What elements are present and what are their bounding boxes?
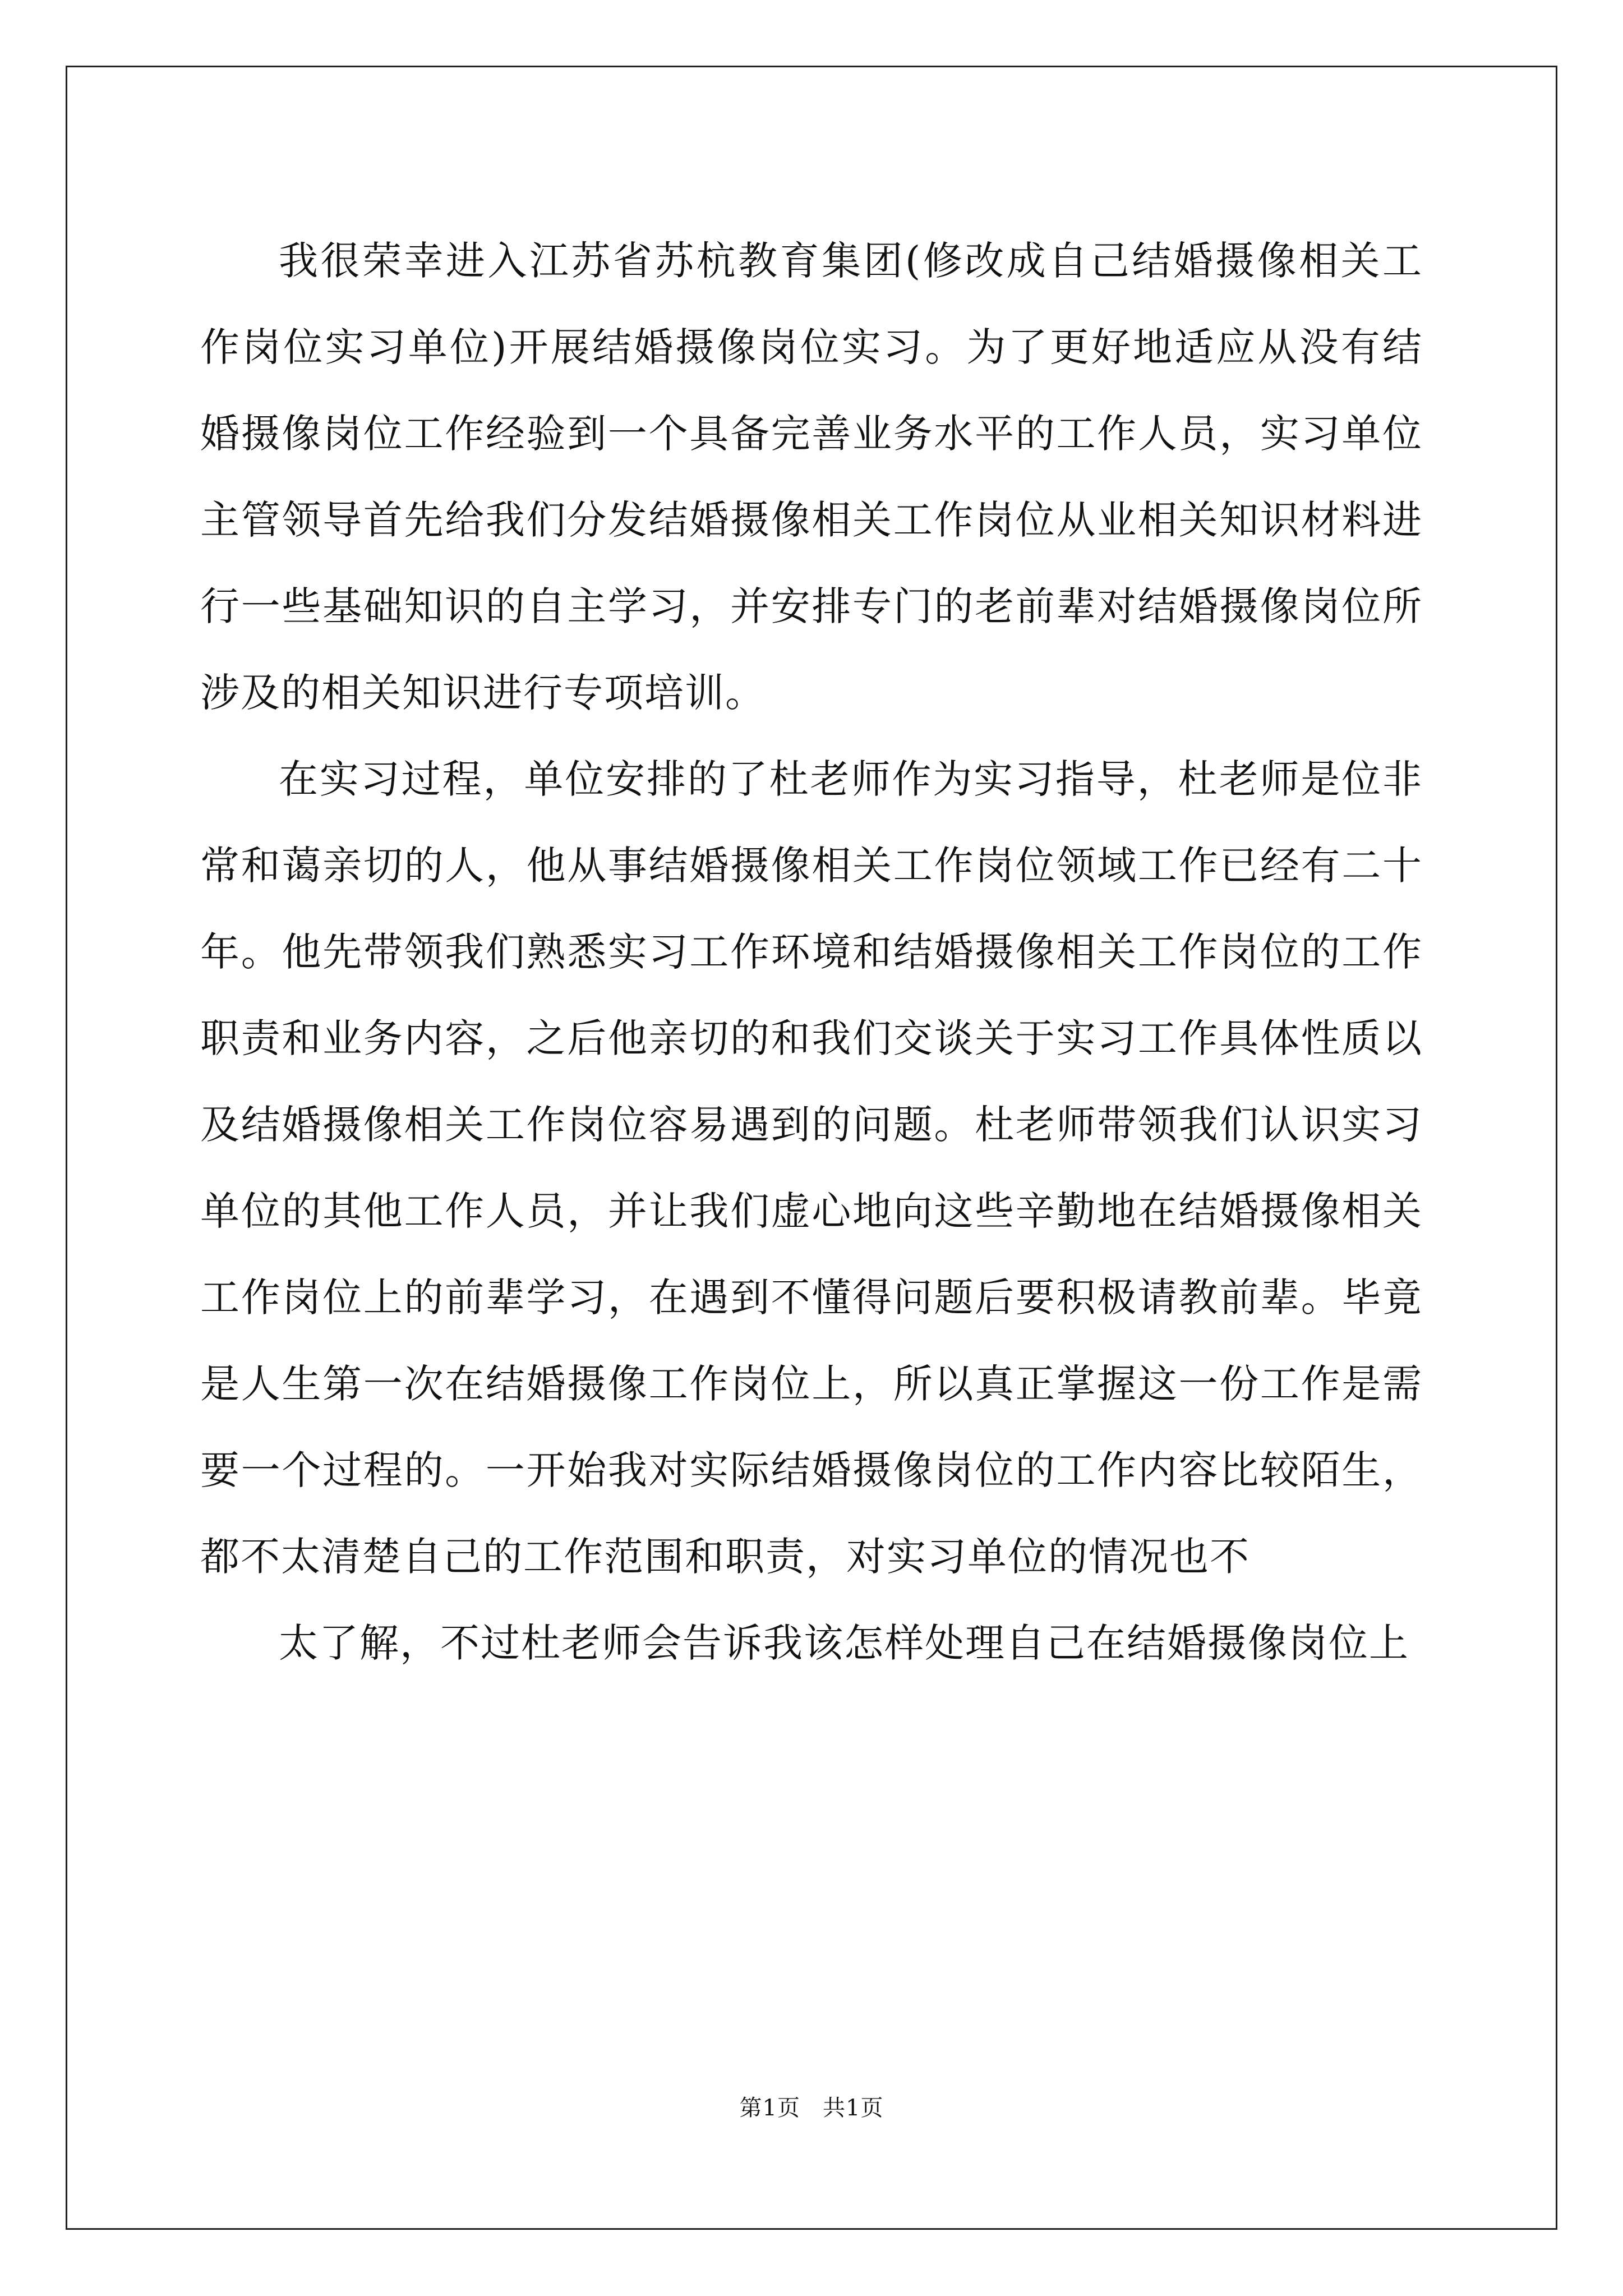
document-body <box>200 218 1423 1686</box>
page-number: 第1页 <box>739 2095 800 2121</box>
paragraph-1: 我很荣幸进入江苏省苏杭教育集团(修改成自己结婚摄像相关工作岗位实习单位)开展结婚摄像岗位实习。为了更好地适应从没有结婚摄像岗位工作经验到一个具备完善业务水平的工作人员，实习单位主管领导首先给我们分发结婚摄像相关工作岗位从业相关知识材料进行一些基础知识的自主学习，并安排专门的老前辈对结婚摄像岗位所涉及的相关知识进行专项培训。 <box>200 238 1423 716</box>
page-footer <box>0 2091 1623 2125</box>
paragraph-3: 太了解，不过杜老师会告诉我该怎样处理自己在结婚摄像岗位上 <box>279 1620 1409 1666</box>
paragraph-2: 在实习过程，单位安排的了杜老师作为实习指导，杜老师是位非常和蔼亲切的人，他从事结婚摄像相关工作岗位领域工作已经有二十年。他先带领我们熟悉实习工作环境和结婚摄像相关工作岗位的工作职责和业务内容，之后他亲切的和我们交谈关于实习工作具体性质以及结婚摄像相关工作岗位容易遇到的问题。杜老师带领我们认识实习单位的其他工作人员，并让我们虚心地向这些辛勤地在结婚摄像相关工作岗位上的前辈学习，在遇到不懂得问题后要积极请教前辈。毕竟是人生第一次在结婚摄像工作岗位上，所以真正掌握这一份工作是需要一个过程的。一开始我对实际结婚摄像岗位的工作内容比较陌生，都不太清楚自己的工作范围和职责，对实习单位的情况也不 <box>200 756 1423 1580</box>
page-total: 共1页 <box>823 2095 884 2121</box>
